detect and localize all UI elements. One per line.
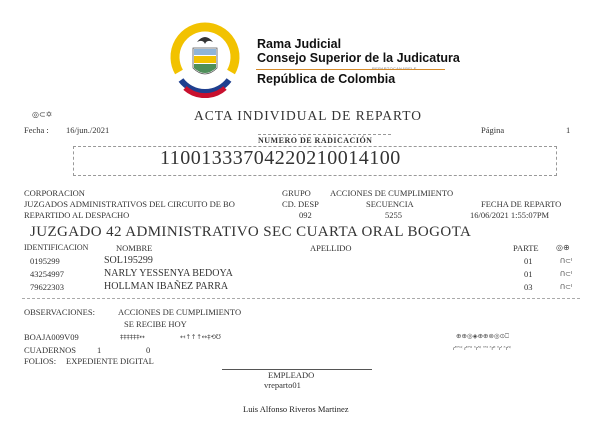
party-parte: 03 [524, 282, 533, 292]
col-header-symbols: ◎⊕ [556, 243, 570, 252]
col-header-nombre: NOMBRE [116, 243, 153, 253]
party-id: 0195299 [30, 256, 60, 266]
logo-small-text: REPARTOCAN&BELE [372, 66, 417, 71]
table-row [0, 269, 595, 281]
corporacion-label: CORPORACION [24, 188, 85, 198]
empleado-user: vreparto01 [264, 380, 301, 390]
radicacion-number: 11001333704220210014100 [160, 147, 401, 169]
encoded-text-2: ↤↑↑↑↔‡⟲Ʊ [180, 333, 221, 341]
pagina-label: Página [481, 125, 505, 135]
cuadernos-extra: 0 [146, 345, 151, 355]
radicacion-label: NUMERO DE RADICACIÓN [258, 136, 373, 145]
grupo-value: ACCIONES DE CUMPLIMIENTO [330, 188, 454, 198]
cuadernos-label: CUADERNOS [24, 345, 76, 355]
encoded-text-3: ᓯᐢᔾᑉ ᓯᐢᔾᑊ ᐢᓯᑉ ᐢᔾᑊ ᐢᓯᑊ ᐢᓯ ᐢᓯᑉ [453, 346, 512, 352]
party-parte: 01 [524, 269, 533, 279]
col-header-parte: PARTE [513, 243, 539, 253]
org-name-consejo: Consejo Superior de la Judicatura [257, 51, 460, 65]
party-link-icon[interactable]: ᑎ⊂ᑊ [560, 283, 573, 291]
empleado-label: EMPLEADO [268, 370, 315, 380]
org-name-republica: República de Colombia [257, 72, 396, 86]
corporacion-value: JUZGADOS ADMINISTRATIVOS DEL CIRCUITO DE BO [24, 199, 235, 209]
party-name: SOL195299 [104, 255, 153, 266]
col-header-identificacion: IDENTIFICACION [24, 243, 89, 252]
fecha-reparto-value: 16/06/2021 1:55:07PM [470, 210, 550, 220]
fecha-reparto-label: FECHA DE REPARTO [481, 199, 562, 209]
cd-desp-value: 092 [299, 210, 312, 220]
radicacion-top-border [258, 134, 391, 135]
encoded-text-1: ‡‡‡‡‡‡↔ [120, 333, 145, 341]
party-parte: 01 [524, 256, 533, 266]
secuencia-label: SECUENCIA [366, 199, 414, 209]
observaciones-line1: ACCIONES DE CUMPLIMIENTO [118, 307, 242, 317]
party-link-icon[interactable]: ᑎ⊂ᑊ [560, 257, 573, 265]
grupo-label: GRUPO [282, 188, 311, 198]
colombia-seal-logo [167, 22, 243, 98]
pagina-value: 1 [566, 125, 571, 135]
cd-desp-label: CD. DESP [282, 199, 319, 209]
cuadernos-value: 1 [97, 345, 102, 355]
party-name: HOLLMAN IBAÑEZ PARRA [104, 281, 229, 292]
observaciones-line2: SE RECIBE HOY [124, 319, 187, 329]
signature-name: Luis Alfonso Riveros Martinez [243, 404, 349, 414]
party-id: 79622303 [30, 282, 64, 292]
repartido-label: REPARTIDO AL DESPACHO [24, 210, 130, 220]
folios-value: EXPEDIENTE DIGITAL [66, 356, 154, 366]
org-name-rama-judicial: Rama Judicial [257, 37, 342, 51]
folios-label: FOLIOS: [24, 356, 57, 366]
party-id: 43254997 [30, 269, 64, 279]
party-link-icon[interactable]: ᑎ⊂ᑊ [560, 270, 573, 278]
barcode-code: BOAJA009V09 [24, 332, 79, 342]
table-row [0, 256, 595, 268]
header-rule [256, 69, 445, 70]
observaciones-label: OBSERVACIONES: [24, 307, 95, 317]
fecha-label: Fecha : [24, 125, 49, 135]
top-symbols: ◎⊂✡ [32, 110, 53, 119]
table-row [0, 282, 595, 294]
secuencia-value: 5255 [385, 210, 402, 220]
fecha-value: 16/jun./2021 [66, 125, 110, 135]
document-title: ACTA INDIVIDUAL DE REPARTO [194, 108, 422, 123]
section-separator [22, 298, 580, 299]
party-name: NARLY YESSENYA BEDOYA [104, 268, 233, 279]
encoded-symbols: ⊕⊕◎◈⊕⊕⊚◎⊙⎕ [456, 332, 509, 340]
juzgado-name: JUZGADO 42 ADMINISTRATIVO SEC CUARTA ORAL BOGOTA [30, 224, 472, 240]
col-header-apellido: APELLIDO [310, 243, 352, 253]
